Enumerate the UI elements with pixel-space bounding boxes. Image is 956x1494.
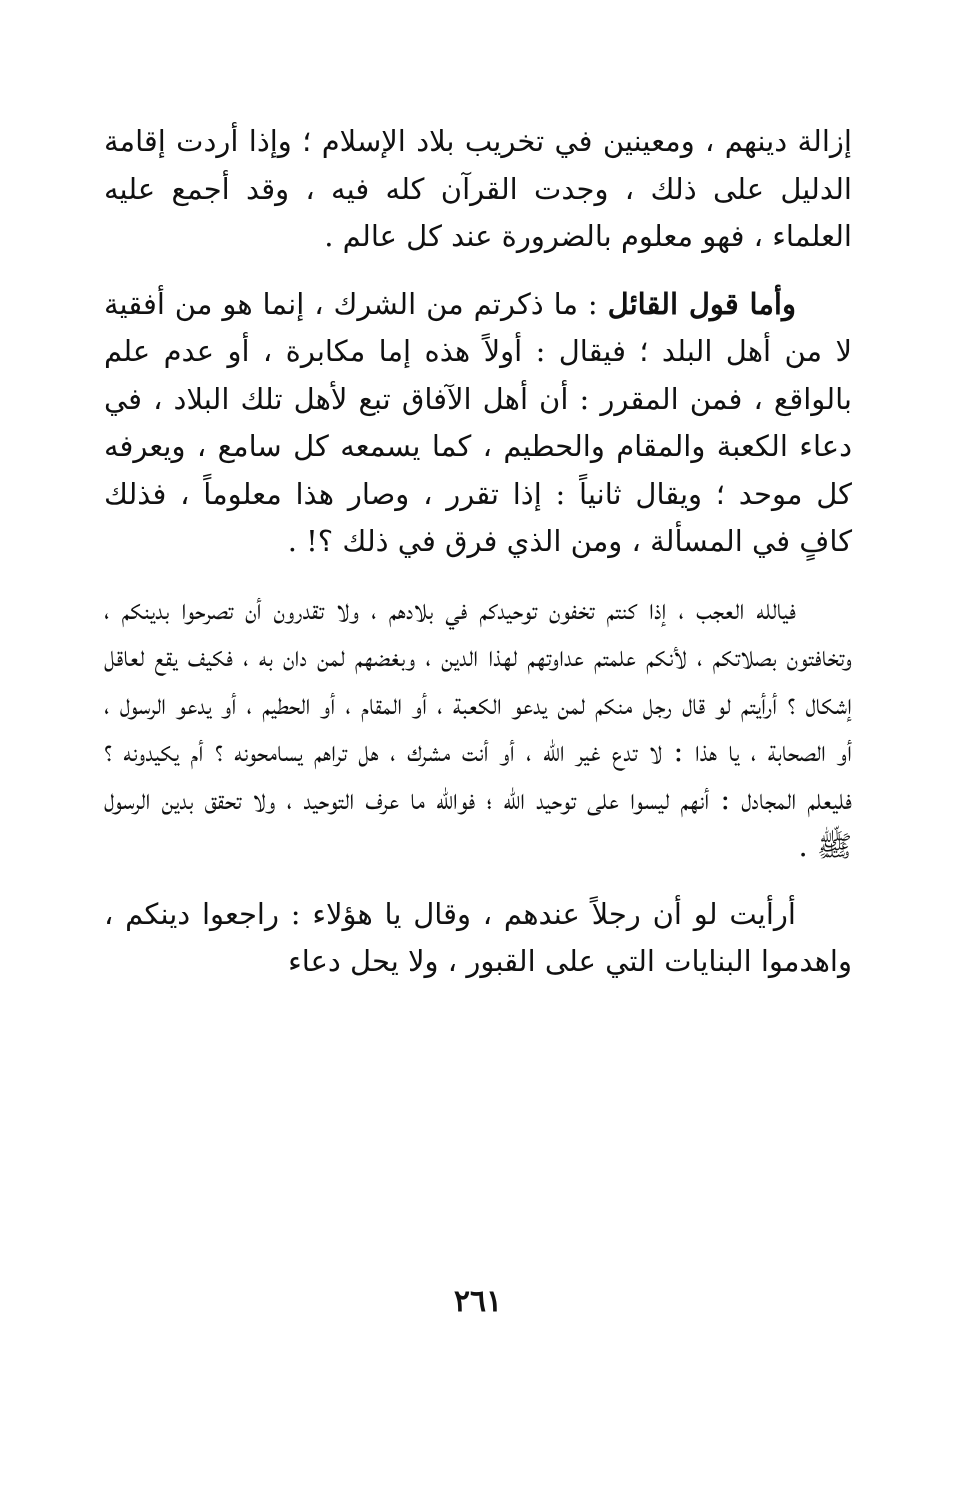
page-number: ٢٦١	[453, 1284, 503, 1319]
paragraph-3-text: فيالله العجب ، إذا كنتم تخفون توحيدكم في بلادهم ، ولا تقدرون أن تصرحوا بدينكم ، وتخافتون بصلاتكم ، لأنكم علمتم عداوتهم لهذا الدين ، وبغضهم لمن دان به ، فكيف يقع لعاقل إشكال ؟ أرأيتم لو قال رجل منكم لمن يدعو الكعبة ، أو المقام ، أو الحطيم ، أو يدعو الرسول ، أو الصحابة ، يا هذا : لا تدع غير الله ، أو أنت مشرك ، هل تراهم يسامحونه ؟ أم يكيدونه ؟ فليعلم المجادل : أنهم ليسوا على توحيد الله ؛ فوالله ما عرف التوحيد ، ولا تحقق بدين الرسول ﷺ .	[104, 591, 852, 863]
paragraph-2-lead: وأما قول القائل	[607, 286, 796, 321]
paragraph-3	[104, 586, 852, 871]
paragraph-2	[104, 281, 852, 566]
page-body	[104, 118, 852, 986]
paragraph-2-text: : ما ذكرتم من الشرك ، إنما هو من أفقية لا من أهل البلد ؛ فيقال : أولاً هذه إما مكابرة ، أو عدم علم بالواقع ، فمن المقرر : أن أهل الآفاق تبع لأهل تلك البلاد ، في دعاء الكعبة والمقام والحطيم ، كما يسمعه كل سامع ، ويعرفه كل موحد ؛ ويقال ثانياً : إذا تقرر ، وصار هذا معلوماً ، فذلك كافٍ في المسألة ، ومن الذي فرق في ذلك ؟! .	[104, 286, 853, 558]
paragraph-1-text: إزالة دينهم ، ومعينين في تخريب بلاد الإسلام ؛ وإذا أردت إقامة الدليل على ذلك ، وجدت القرآن كله فيه ، وقد أجمع عليه العلماء ، فهو معلوم بالضرورة عند كل عالم .	[104, 124, 852, 253]
paragraph-1	[104, 118, 852, 261]
paragraph-4	[104, 891, 852, 986]
paragraph-4-text: أرأيت لو أن رجلاً عندهم ، وقال يا هؤلاء : راجعوا دينكم ، واهدموا البنايات التي على القبور ، ولا يحل دعاء	[104, 896, 852, 978]
